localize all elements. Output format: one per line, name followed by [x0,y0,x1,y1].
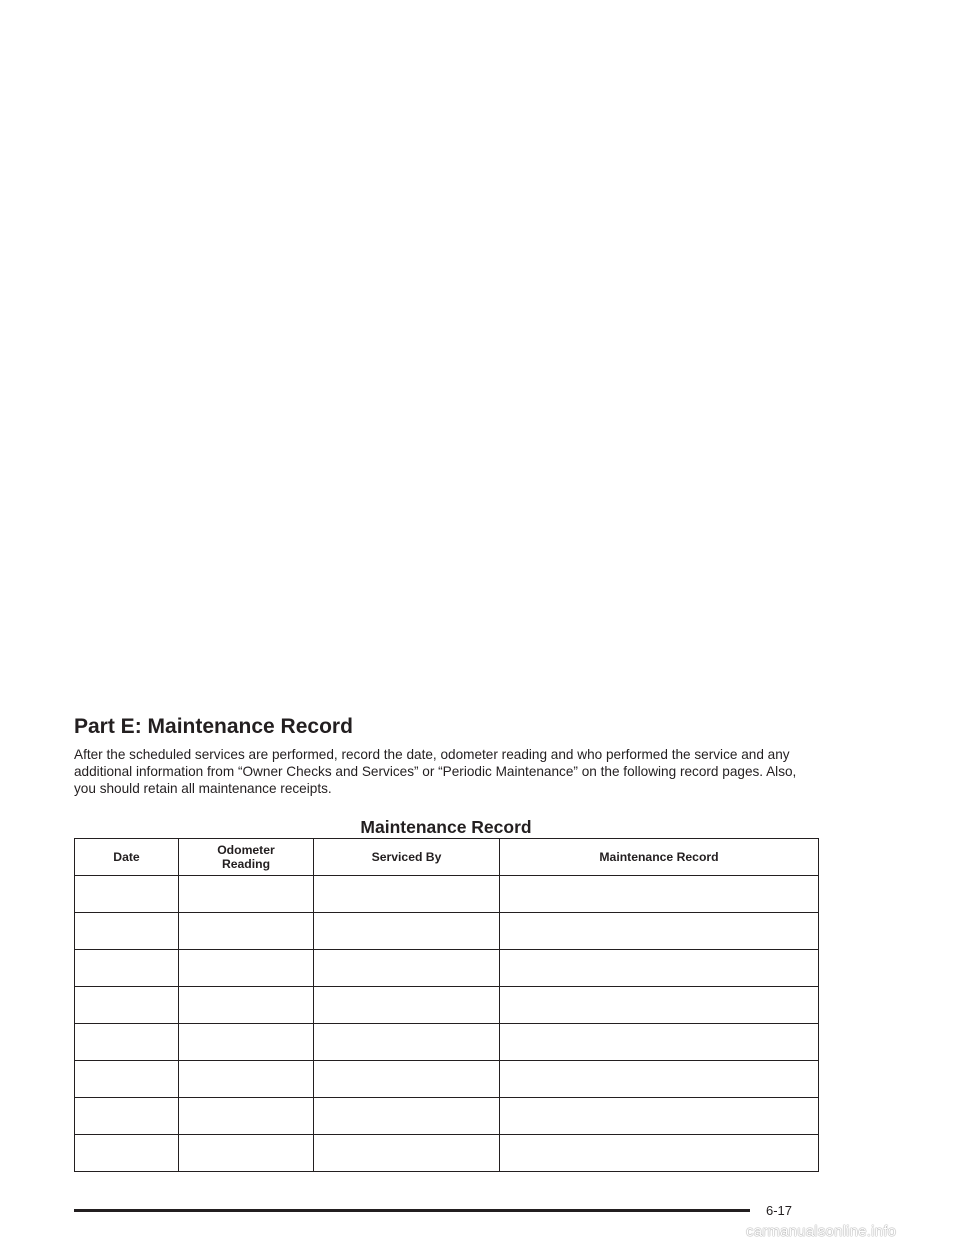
table-cell-odometer[interactable] [179,913,314,950]
table-cell-odometer[interactable] [179,1061,314,1098]
table-cell-maintenance-record[interactable] [500,913,819,950]
table-cell-maintenance-record[interactable] [500,987,819,1024]
table-row [75,1135,819,1172]
column-header-odometer-reading: Odometer Reading [179,839,314,876]
column-header-date: Date [75,839,179,876]
table-row [75,987,819,1024]
table-cell-serviced-by[interactable] [314,950,500,987]
table-cell-maintenance-record[interactable] [500,876,819,913]
table-cell-maintenance-record[interactable] [500,1098,819,1135]
table-cell-maintenance-record[interactable] [500,950,819,987]
table-row [75,876,819,913]
column-header-maintenance-record: Maintenance Record [500,839,819,876]
table-cell-date[interactable] [75,1024,179,1061]
maintenance-record-table [74,838,819,1172]
table-cell-odometer[interactable] [179,1135,314,1172]
table-cell-odometer[interactable] [179,876,314,913]
table-cell-date[interactable] [75,876,179,913]
table-cell-maintenance-record[interactable] [500,1135,819,1172]
table-cell-odometer[interactable] [179,1098,314,1135]
table-row [75,1061,819,1098]
table-cell-date[interactable] [75,1098,179,1135]
table-cell-odometer[interactable] [179,950,314,987]
table-row [75,950,819,987]
table-cell-serviced-by[interactable] [314,876,500,913]
page-number: 6-17 [766,1203,793,1218]
intro-paragraph: After the scheduled services are performed, record the date, odometer reading and who performed the service and any additional information from “Owner Checks and Services” or “Periodic Maintenance” on the following record pages. Also, you should retain all maintenance receipts. [74,747,797,796]
footer-rule [74,1209,750,1212]
table-cell-date[interactable] [75,1135,179,1172]
table-cell-serviced-by[interactable] [314,1098,500,1135]
table-row [75,913,819,950]
column-header-serviced-by: Serviced By [314,839,500,876]
table-cell-odometer[interactable] [179,1024,314,1061]
table-cell-date[interactable] [75,913,179,950]
table-cell-serviced-by[interactable] [314,1024,500,1061]
table-cell-odometer[interactable] [179,987,314,1024]
table-cell-serviced-by[interactable] [314,1061,500,1098]
table-cell-date[interactable] [75,1061,179,1098]
table-title: Maintenance Record [360,817,532,837]
table-row [75,1098,819,1135]
table-cell-serviced-by[interactable] [314,913,500,950]
table-cell-date[interactable] [75,950,179,987]
table-header-row [75,839,819,876]
table-cell-maintenance-record[interactable] [500,1061,819,1098]
table-cell-serviced-by[interactable] [314,1135,500,1172]
watermark: carmanualsonline.info [746,1223,897,1240]
section-heading: Part E: Maintenance Record [74,715,353,738]
table-cell-serviced-by[interactable] [314,987,500,1024]
table-cell-maintenance-record[interactable] [500,1024,819,1061]
table-row [75,1024,819,1061]
table-cell-date[interactable] [75,987,179,1024]
